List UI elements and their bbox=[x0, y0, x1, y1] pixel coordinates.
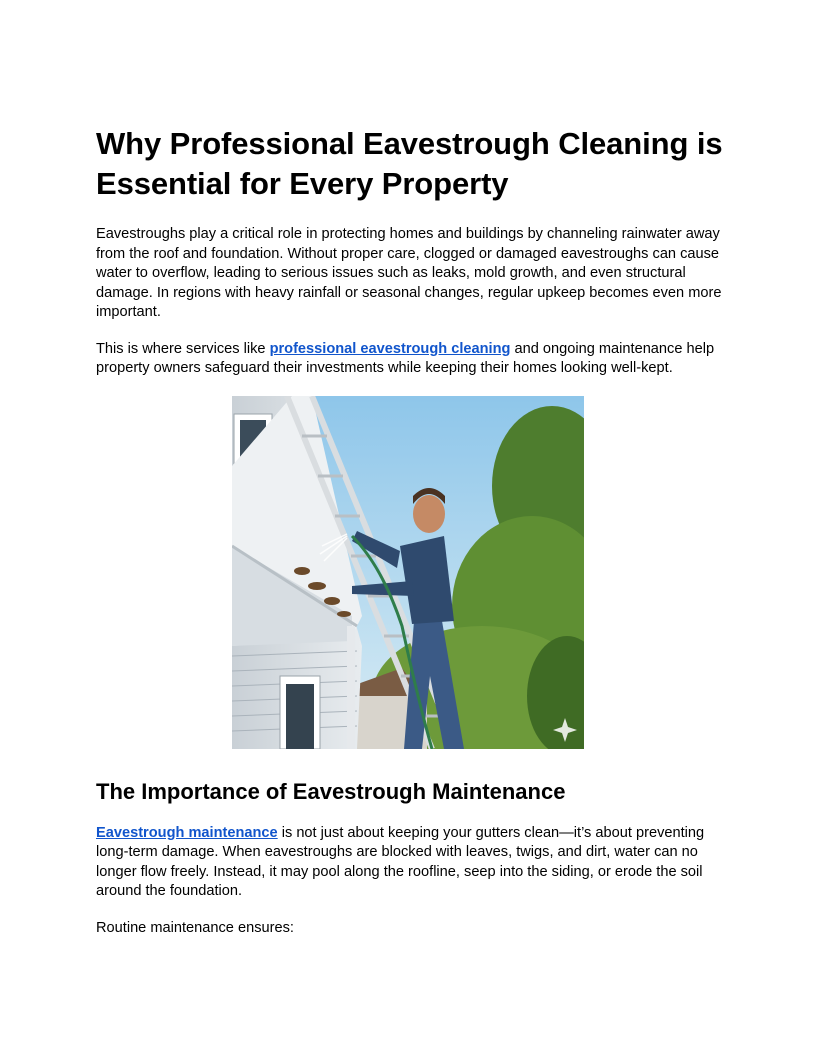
article-title: Why Professional Eavestrough Cleaning is Essential for Every Property bbox=[96, 126, 723, 201]
intro-paragraph: Eavestroughs play a critical role in protecting homes and buildings by channeling rainwater away from the roof and foundation. Without proper care, clogged or damaged eavestroughs can cause water to overflow, leading to serious issues such as leaks, mold growth, and even structural damage. In regions with heavy rainfall or seasonal changes, regular upkeep becomes even more important. bbox=[96, 226, 722, 320]
gutter-cleaning-photo bbox=[232, 396, 584, 749]
eavestrough-maintenance-link[interactable]: Eavestrough maintenance bbox=[96, 824, 278, 841]
services-text-before: This is where services like bbox=[96, 340, 270, 357]
services-paragraph bbox=[96, 340, 726, 379]
routine-maintenance-text: Routine maintenance ensures: bbox=[96, 919, 294, 936]
document-page bbox=[96, 124, 726, 955]
services-text-after: and ongoing maintenance help property owners safeguard their investments while keeping their homes looking well-kept. bbox=[96, 340, 715, 376]
maintenance-text-after: is not just about keeping your gutters clean—it’s about preventing long-term damage. When eavestroughs are blocked with leaves, twigs, and dirt, water can no longer flow freely. Instead, it may pool along the roofline, seep into the siding, or erode the soil around the foundation. bbox=[96, 824, 705, 899]
professional-cleaning-link[interactable]: professional eavestrough cleaning bbox=[269, 340, 511, 357]
section-heading: The Importance of Eavestrough Maintenance bbox=[96, 778, 566, 804]
maintenance-paragraph bbox=[96, 824, 726, 902]
